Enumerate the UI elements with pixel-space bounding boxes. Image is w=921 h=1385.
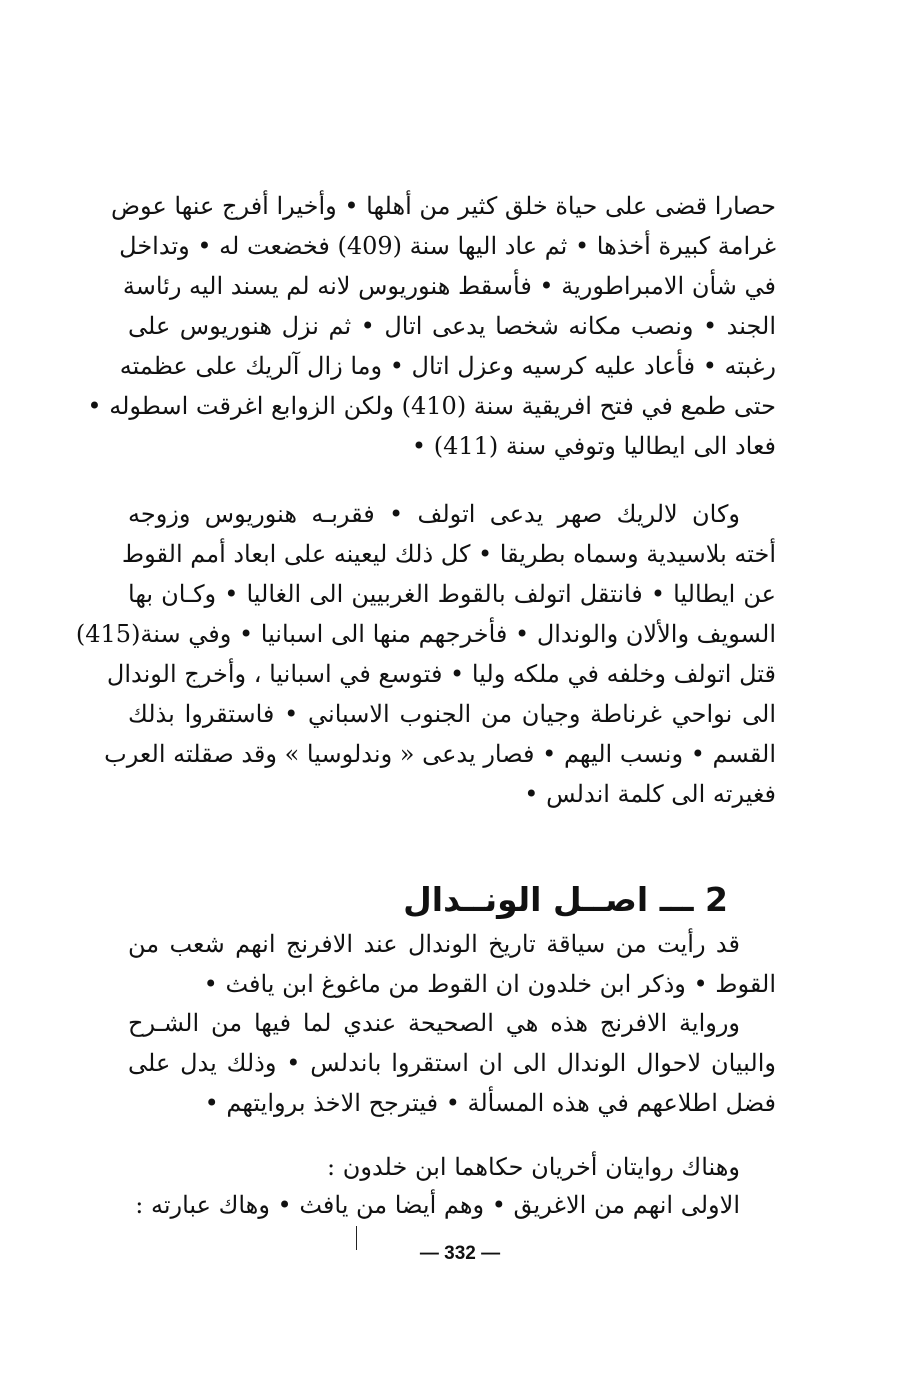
text-line: السويف والألان والوندال • فأخرجهم منها الى اسبانيا • وفي سنة(415): [75, 620, 776, 648]
margin-pencil-mark: [356, 1226, 357, 1250]
text-line: قتل اتولف وخلفه في ملكه وليا • فتوسع في اسبانيا ، وأخرج الوندال: [106, 660, 776, 688]
text-line: عن ايطاليا • فانتقل اتولف بالقوط الغربيين الى الغاليا • وكـان بها: [128, 580, 776, 608]
text-line: في شأن الامبراطورية • فأسقط هنوريوس لانه لم يسند اليه رئاسة: [122, 272, 776, 300]
text-line: القسم • ونسب اليهم • فصار يدعى « وندلوسيا » وقد صقلته العرب: [104, 740, 776, 768]
text-line: الجند • ونصب مكانه شخصا يدعى اتال • ثم نزل هنوريوس على: [128, 312, 776, 340]
section-heading: [128, 875, 728, 925]
text-line: حتى طمع في فتح افريقية سنة (410) ولكن الزوابع اغرقت اسطوله •: [87, 392, 776, 420]
text-line: حصارا قضى على حياة خلق كثير من أهلها • وأخيرا أفرج عنها عوض: [111, 192, 776, 220]
text-line: فضل اطلاعهم في هذه المسألة • فيترجح الاخذ بروايتهم •: [204, 1089, 776, 1117]
text-line: والبيان لاحوال الوندال الى ان استقروا باندلس • وذلك يدل على: [128, 1049, 776, 1077]
paragraph-origin-goths: [128, 924, 776, 1004]
text-line: القوط • وذكر ابن خلدون ان القوط من ماغوغ ابن يافث •: [203, 970, 776, 998]
paragraph-first-account: [128, 1185, 776, 1225]
text-line: الى نواحي غرناطة وجيان من الجنوب الاسباني • فاستقروا بذلك: [128, 700, 776, 728]
page-number: — 332 —: [419, 1243, 501, 1264]
text-line: أخته بلاسيدية وسماه بطريقا • كل ذلك ليعينه على ابعاد أمم القوط: [121, 540, 776, 568]
section-number: 2: [705, 880, 728, 920]
text-line: وكان لالريك صهر يدعى اتولف • فقربـه هنوريوس وزوجه: [128, 500, 740, 528]
text-line: قد رأيت من سياقة تاريخ الوندال عند الافرنج انهم شعب من: [128, 930, 740, 958]
paragraph-alaric-history: [87, 186, 776, 466]
text-line: رغبته • فأعاد عليه كرسيه وعزل اتال • وما زال آلريك على عظمته: [119, 352, 776, 380]
text-line: وهناك روايتان أخريان حكاهما ابن خلدون :: [327, 1153, 740, 1181]
paragraph-ataulf-vandals: [75, 494, 776, 814]
text-line: غرامة كبيرة أخذها • ثم عاد اليها سنة (409) فخضعت له • وتداخل: [119, 232, 776, 260]
text-line: فغيرته الى كلمة اندلس •: [524, 780, 776, 808]
section-title: اصــل الونــدال: [403, 880, 649, 920]
section-dash: ـــ: [659, 880, 694, 920]
paragraph-franks-account: [128, 1003, 776, 1123]
text-line: الاولى انهم من الاغريق • وهم أيضا من يافث • وهاك عبارته :: [135, 1191, 740, 1219]
text-line: فعاد الى ايطاليا وتوفي سنة (411) •: [411, 432, 776, 460]
paragraph-two-accounts: [128, 1147, 776, 1187]
text-line: ورواية الافرنج هذه هي الصحيحة عندي لما فيها من الشـرح: [128, 1009, 740, 1037]
